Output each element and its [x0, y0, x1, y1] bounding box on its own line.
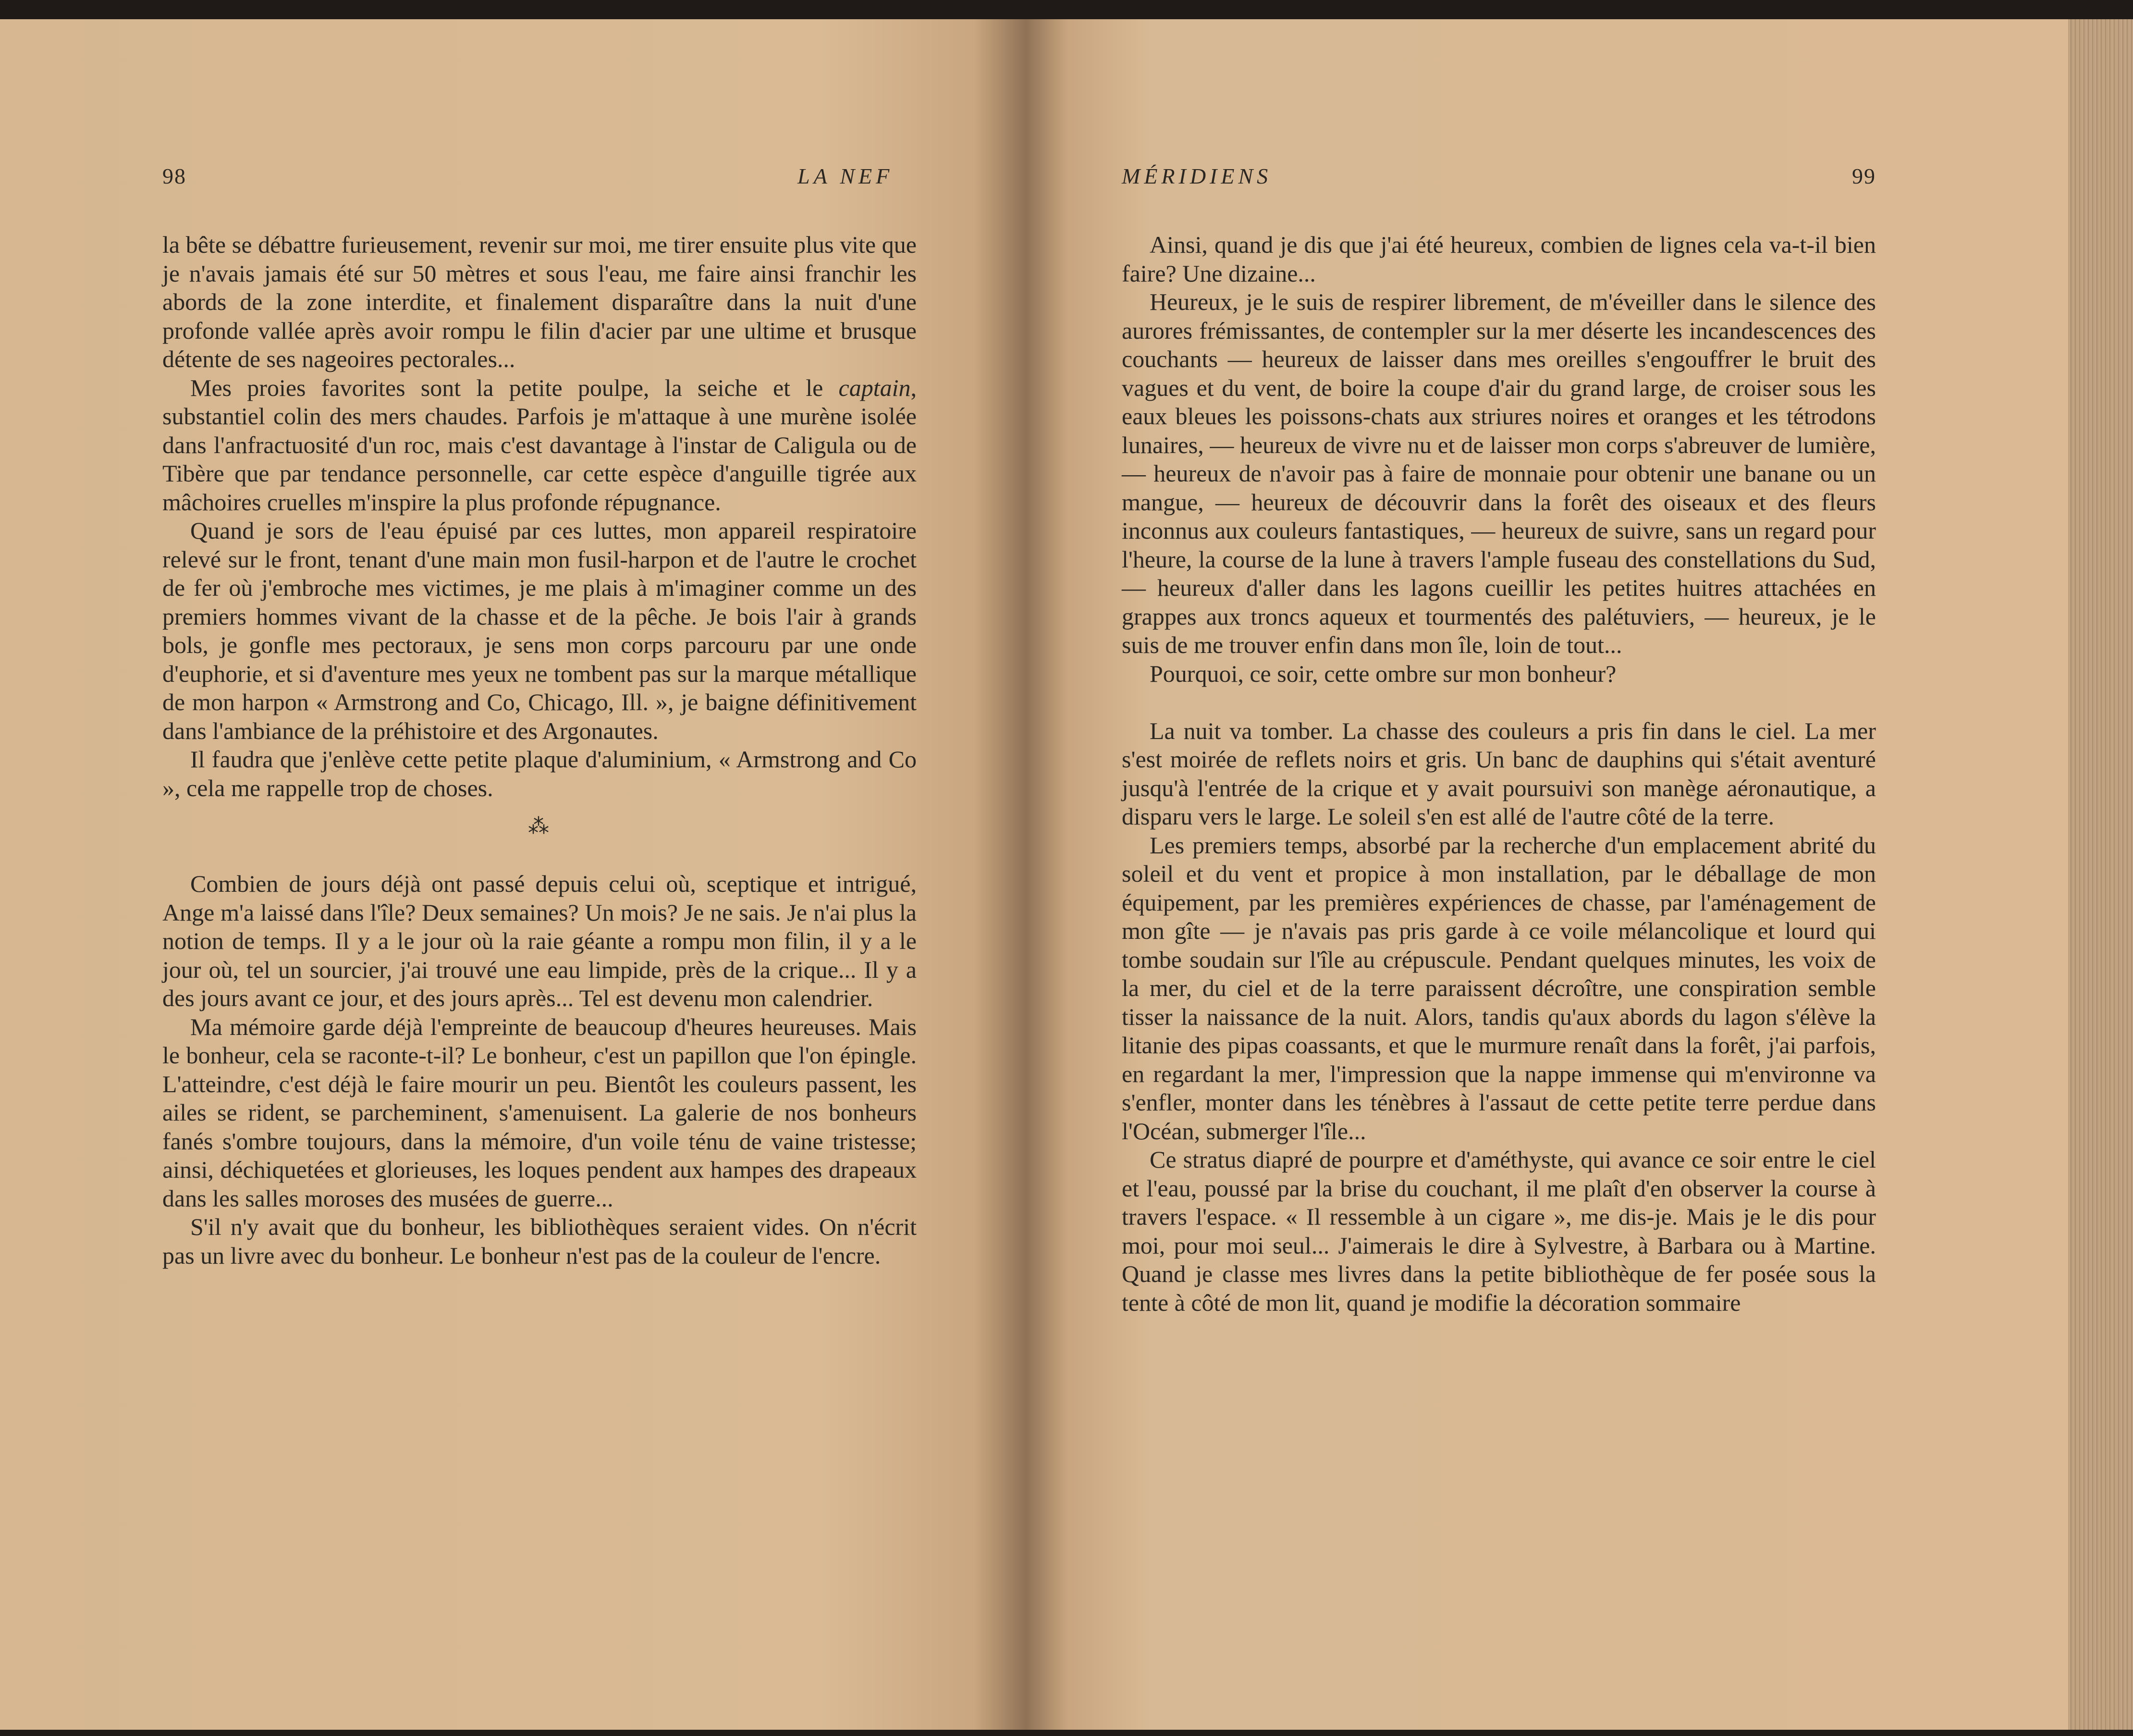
paragraph: Combien de jours déjà ont passé depuis celui où, sceptique et intrigué, Ange m'a laissé dans l'île? Deux semaines? Un mois? Je ne sais. Je n'ai plus la notion de temps. Il y a le jour où la raie géante a rompu mon filin, il y a le jour où, tel un sourcier, j'ai trouvé une eau limpide, près de la crique... Il y a des jours avant ce jour, et des jours après... Tel est devenu mon calendrier. — [162, 870, 917, 1011]
page-edges — [2068, 19, 2133, 1730]
paragraph: Ce stratus diapré de pourpre et d'améthyste, qui avance ce soir entre le ciel et l'eau, poussé par la brise du couchant, il me plaît d'en observer la course à travers l'espace. « Il ressemble à un cigare », me dis-je. Mais je le dis pour moi, pour moi seul... J'aimerais le dire à Sylvestre, à Barbara ou à Martine. Quand je classe mes livres dans la petite bibliothèque de fer posée sous la tente à côté de mon lit, quand je modifie la décoration sommaire — [1122, 1146, 1876, 1316]
right-page-text — [1122, 231, 1876, 1317]
paragraph: Il faudra que j'enlève cette petite plaque d'aluminium, « Armstrong and Co », cela me rappelle trop de choses. — [162, 746, 917, 801]
left-page-text — [162, 231, 917, 1270]
left-running-head: LA NEF — [797, 164, 894, 188]
paragraph: La nuit va tomber. La chasse des couleurs a pris fin dans le ciel. La mer s'est moirée de reflets noirs et gris. Un banc de dauphins qui s'était aventuré jusqu'à l'entrée de la crique et y avait poursuivi son manège aéronautique, a disparu vers le large. Le soleil s'en est allé de l'autre côté de la terre. — [1122, 717, 1876, 830]
right-page — [1026, 19, 2068, 1730]
left-folio: 98 — [162, 164, 186, 188]
paragraph: Ainsi, quand je dis que j'ai été heureux, combien de lignes cela va-t-il bien faire? Une dizaine... — [1122, 231, 1876, 287]
paragraph: Mes proies favorites sont la petite poulpe, la seiche et le captain, substantiel colin des mers chaudes. Parfois je m'attaque à une murène isolée dans l'anfractuosité d'un roc, mais c'est davantage à l'instar de Caligula ou de Tibère que par tendance personnelle, car cette espèce d'anguille tigrée aux mâchoires cruelles m'inspire la plus profonde répugnance. — [162, 374, 917, 516]
italic-word: captain — [838, 374, 911, 401]
paragraph: Pourquoi, ce soir, cette ombre sur mon bonheur? — [1150, 660, 1617, 687]
section-break-asterism: ⁂ — [528, 814, 551, 838]
left-page — [0, 19, 1026, 1730]
paragraph: Ma mémoire garde déjà l'empreinte de beaucoup d'heures heureuses. Mais le bonheur, cela se raconte-t-il? Le bonheur, c'est un papillon que l'on épingle. L'atteindre, c'est déjà le faire mourir un peu. Bientôt les couleurs passent, les ailes se rident, se parcheminent, s'amenuisent. La galerie de nos bonheurs fanés s'ombre toujours, dans la mémoire, d'un voile ténu de vaine tristesse; ainsi, déchiquetées et glorieuses, les loques pendent aux hampes des drapeaux dans les salles moroses des musées de guerre... — [162, 1013, 917, 1212]
paragraph: Heureux, je le suis de respirer librement, de m'éveiller dans le silence des aurores frémissantes, de contempler sur la mer déserte les incandescences des couchants — heureux de laisser dans mes oreilles s'engouffrer le bruit des vagues et du vent, de boire la coupe d'air du grand large, de croiser sous les eaux bleues les poissons-chats aux striures noires et oranges et les tétrodons lunaires, — heureux de vivre nu et de laisser mon corps s'abreuver de lumière, — heureux de n'avoir pas à faire de monnaie pour obtenir une banane ou un mangue, — heureux de découvrir dans la forêt des oiseaux et des fleurs inconnus aux couleurs fantastiques, — heureux de suivre, sans un regard pour l'heure, la course de la lune à travers l'ample fuseau des constellations du Sud, — heureux d'aller dans les lagons cueillir les petites huitres attachées en grappes aux troncs aqueux et tourmentés des palétuviers, — heureux, je le suis de me trouver enfin dans mon île, loin de tout... — [1122, 288, 1876, 658]
section-gap — [1122, 688, 1876, 717]
paragraph: Quand je sors de l'eau épuisé par ces luttes, mon appareil respiratoire relevé sur le front, tenant d'une main mon fusil-harpon et de l'autre le crochet de fer où j'embroche mes victimes, je me plais à m'imaginer comme un des premiers hommes vivant de la chasse et de la pêche. Je bois l'air à grands bols, je gonfle mes pectoraux, je sens mon corps parcouru par une onde d'euphorie, et si d'aventure mes yeux ne tombent pas sur la marque métallique de mon harpon « Armstrong and Co, Chicago, Ill. », je baigne définitivement dans l'ambiance de la préhistoire et des Argonautes. — [162, 517, 917, 744]
right-running-head: MÉRIDIENS — [1122, 164, 1272, 188]
right-folio: 99 — [1852, 164, 1876, 188]
paragraph: la bête se débattre furieusement, revenir sur moi, me tirer ensuite plus vite que je n'avais jamais été sur 50 mètres et sous l'eau, me faire ainsi franchir les abords de la zone interdite, et finalement disparaître dans la nuit d'une profonde vallée après avoir rompu le filin d'acier par une ultime et brusque détente de ses nageoires pectorales... — [162, 231, 917, 372]
paragraph: Les premiers temps, absorbé par la recherche d'un emplacement abrité du soleil et du vent et propice à mon installation, par le déballage de mon équipement, par les premières expériences de chasse, par l'aménagement de mon gîte — je n'avais pas pris garde à ce voile mélancolique et lourd qui tombe soudain sur l'île au crépuscule. Pendant quelques minutes, les voix de la mer, du ciel et de la terre paraissent décroître, une conspiration semble tisser la naissance de la nuit. Alors, tandis qu'aux abords du lagon s'élève la litanie des pipas coassants, et que le murmure renaît dans la forêt, j'ai parfois, en regardant la mer, l'impression que la nappe immense qui m'environne va s'enfler, monter dans les ténèbres à l'assaut de cette petite terre perdue dans l'Océan, submerger l'île... — [1122, 831, 1876, 1145]
paragraph: S'il n'y avait que du bonheur, les bibliothèques seraient vides. On n'écrit pas un livre avec du bonheur. Le bonheur n'est pas de la couleur de l'encre. — [162, 1213, 917, 1269]
